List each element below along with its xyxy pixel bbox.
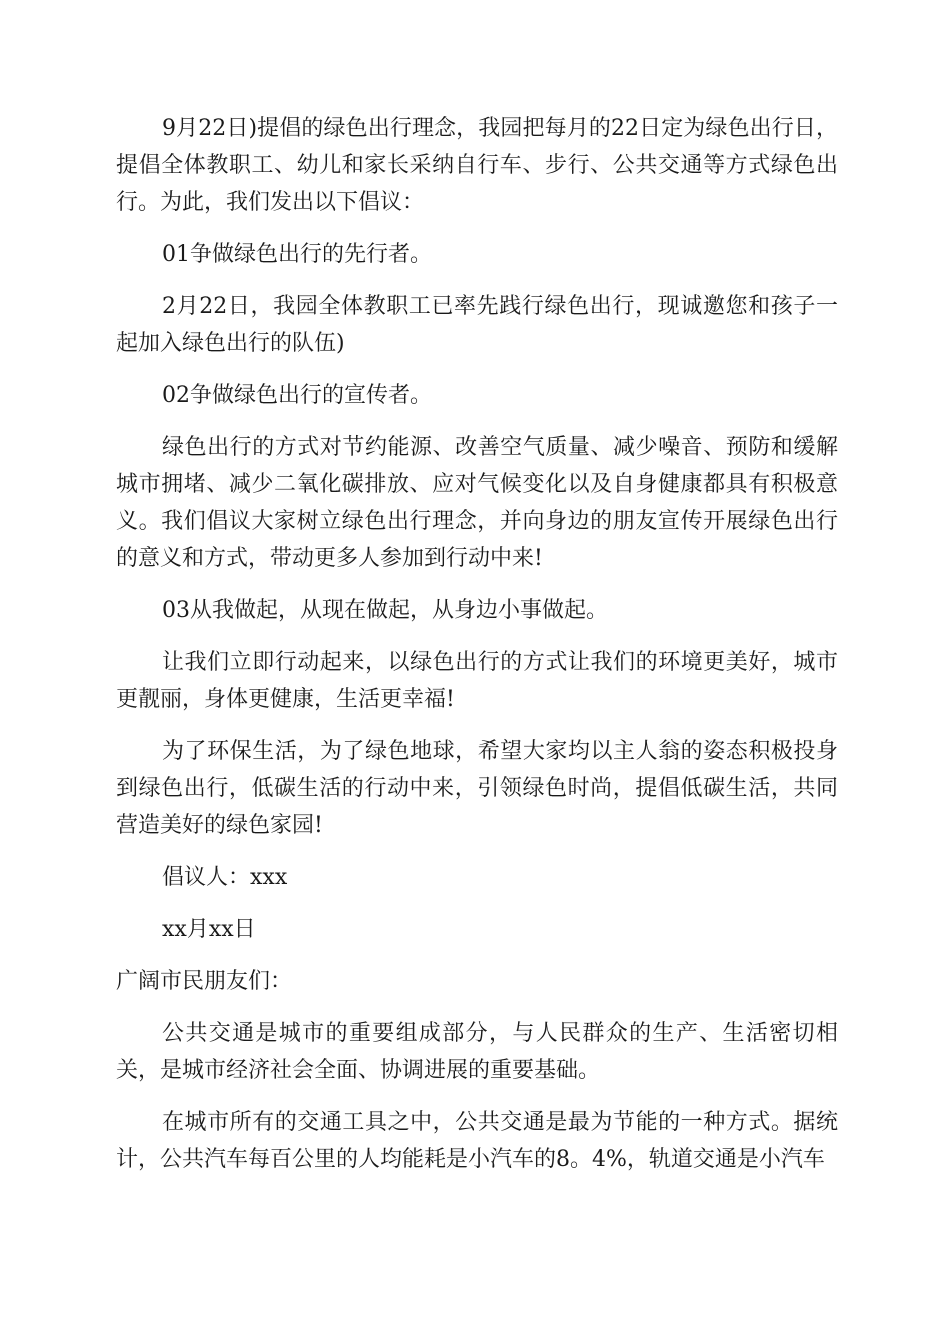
signature-date: xx月xx日: [162, 917, 256, 942]
paragraph-03-body: 让我们立即行动起来，以绿色出行的方式让我们的环境更美好，城市更靓丽，身体更健康，生活更幸福!: [116, 650, 838, 712]
document-body: [116, 110, 838, 1193]
paragraph-energy-stats: 在城市所有的交通工具之中，公共交通是最为节能的一种方式。据统计，公共汽车每百公里的人均能耗是小汽车的8。4%，轨道交通是小汽车: [116, 1110, 838, 1172]
signature-initiator: 倡议人：xxx: [162, 865, 288, 890]
paragraph-public-transport: 公共交通是城市的重要组成部分，与人民群众的生产、生活密切相关，是城市经济社会全面、协调进展的重要基础。: [116, 1021, 838, 1083]
heading-02: 02争做绿色出行的宣传者。: [162, 383, 432, 408]
paragraph-01-body: 2月22日，我园全体教职工已率先践行绿色出行，现诚邀您和孩子一起加入绿色出行的队伍): [116, 294, 838, 356]
salutation: 广阔市民朋友们：: [116, 969, 293, 994]
paragraph-02-body: 绿色出行的方式对节约能源、改善空气质量、减少噪音、预防和缓解城市拥堵、减少二氧化碳排放、应对气候变化以及自身健康都具有积极意义。我们倡议大家树立绿色出行理念，并向身边的朋友宣传开展绿色出行的意义和方式，带动更多人参加到行动中来!: [116, 435, 838, 571]
heading-01: 01争做绿色出行的先行者。: [162, 242, 432, 267]
paragraph-closing: 为了环保生活，为了绿色地球，希望大家均以主人翁的姿态积极投身到绿色出行，低碳生活的行动中来，引领绿色时尚，提倡低碳生活，共同营造美好的绿色家园!: [116, 739, 838, 838]
heading-03: 03从我做起，从现在做起，从身边小事做起。: [162, 598, 608, 623]
paragraph-intro: 9月22日)提倡的绿色出行理念，我园把每月的22日定为绿色出行日，提倡全体教职工、幼儿和家长采纳自行车、步行、公共交通等方式绿色出行。为此，我们发出以下倡议：: [116, 116, 838, 215]
